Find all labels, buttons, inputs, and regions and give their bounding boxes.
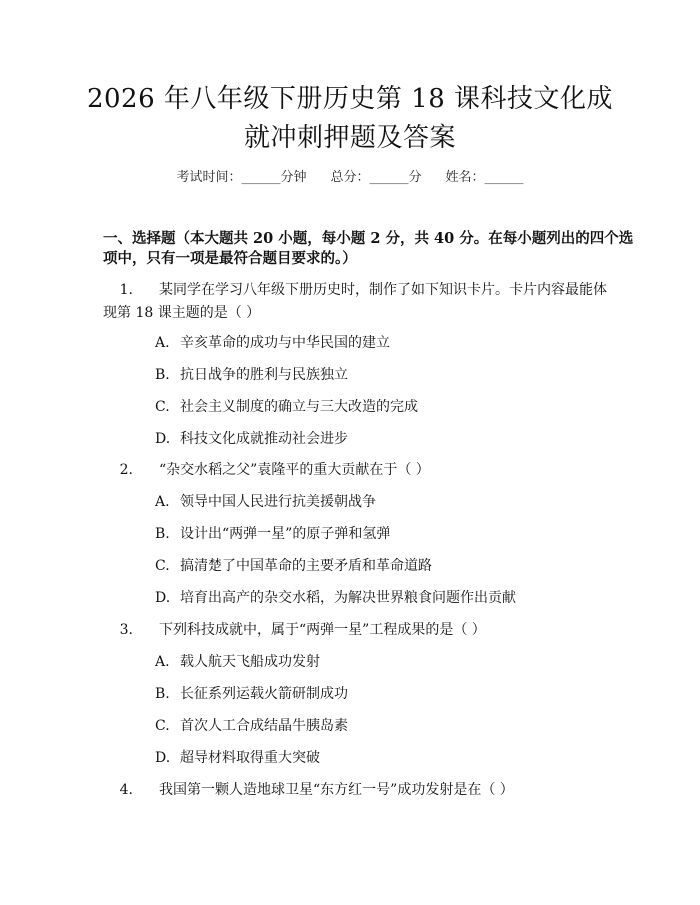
question-3-option-d — [155, 748, 320, 768]
question-2-option-c — [155, 556, 432, 576]
question-number: 2. — [119, 462, 133, 478]
question-1-option-b — [155, 365, 348, 385]
exam-info — [0, 169, 700, 187]
exam-time-label: 考试时间：______分钟 — [176, 170, 307, 185]
question-1-option-d — [155, 429, 348, 449]
question-2-option-d — [155, 588, 516, 608]
option-letter: A. — [155, 335, 170, 351]
option-letter: C. — [155, 399, 170, 415]
question-text: “杂交水稻之父”袁隆平的重大贡献在于（ ） — [159, 462, 430, 478]
option-text: 搞清楚了中国革命的主要矛盾和革命道路 — [180, 558, 432, 574]
question-number: 1. — [119, 282, 133, 298]
option-text: 辛亥革命的成功与中华民国的建立 — [180, 335, 390, 351]
option-text: 科技文化成就推动社会进步 — [180, 431, 348, 447]
option-text: 超导材料取得重大突破 — [180, 750, 320, 766]
student-name-label: 姓名：______ — [445, 170, 524, 185]
option-letter: D. — [155, 750, 171, 766]
question-1-line1 — [103, 280, 608, 300]
question-text: 我国第一颗人造地球卫星“东方红一号”成功发射是在（ ） — [159, 782, 514, 798]
question-number: 3. — [119, 622, 133, 638]
option-letter: A. — [155, 494, 170, 510]
option-letter: A. — [155, 654, 170, 670]
option-text: 抗日战争的胜利与民族独立 — [180, 367, 348, 383]
question-1-line2: 现第 18 课主题的是（ ） — [103, 305, 261, 321]
question-text: 某同学在学习八年级下册历史时，制作了如下知识卡片。卡片内容最能体 — [159, 282, 607, 298]
option-letter: D. — [155, 590, 171, 606]
option-text: 设计出“两弹一星”的原子弹和氢弹 — [180, 526, 391, 542]
document-title-line2: 就冲刺押题及答案 — [243, 123, 456, 153]
section-heading-line1: 一、选择题（本大题共 20 小题，每小题 2 分，共 40 分。在每小题列出的四个选 — [103, 230, 634, 247]
option-letter: B. — [155, 686, 170, 702]
question-4-line1 — [103, 780, 608, 800]
option-text: 首次人工合成结晶牛胰岛素 — [180, 718, 348, 734]
document-title-line1: 2026 年八年级下册历史第 18 课科技文化成 — [86, 84, 614, 114]
question-3-option-a — [155, 652, 320, 672]
option-letter: C. — [155, 558, 170, 574]
option-letter: C. — [155, 718, 170, 734]
question-3-option-c — [155, 716, 348, 736]
option-text: 长征系列运载火箭研制成功 — [180, 686, 348, 702]
question-3-option-b — [155, 684, 348, 704]
section-heading-line2: 项中，只有一项是最符合题目要求的。） — [103, 250, 357, 267]
question-text: 下列科技成就中，属于“两弹一星”工程成果的是（ ） — [159, 622, 486, 638]
question-3-line1 — [103, 620, 608, 640]
question-1-option-c — [155, 397, 418, 417]
option-text: 培育出高产的杂交水稻，为解决世界粮食问题作出贡献 — [180, 590, 516, 606]
option-letter: D. — [155, 431, 171, 447]
option-letter: B. — [155, 367, 170, 383]
question-2-line1 — [103, 460, 608, 480]
option-text: 载人航天飞船成功发射 — [180, 654, 320, 670]
option-text: 社会主义制度的确立与三大改造的完成 — [180, 399, 418, 415]
question-number: 4. — [119, 782, 133, 798]
question-2-option-b — [155, 524, 390, 544]
question-2-option-a — [155, 492, 376, 512]
total-score-label: 总分：______分 — [330, 170, 422, 185]
option-text: 领导中国人民进行抗美援朝战争 — [180, 494, 376, 510]
option-letter: B. — [155, 526, 170, 542]
question-1-option-a — [155, 333, 390, 353]
